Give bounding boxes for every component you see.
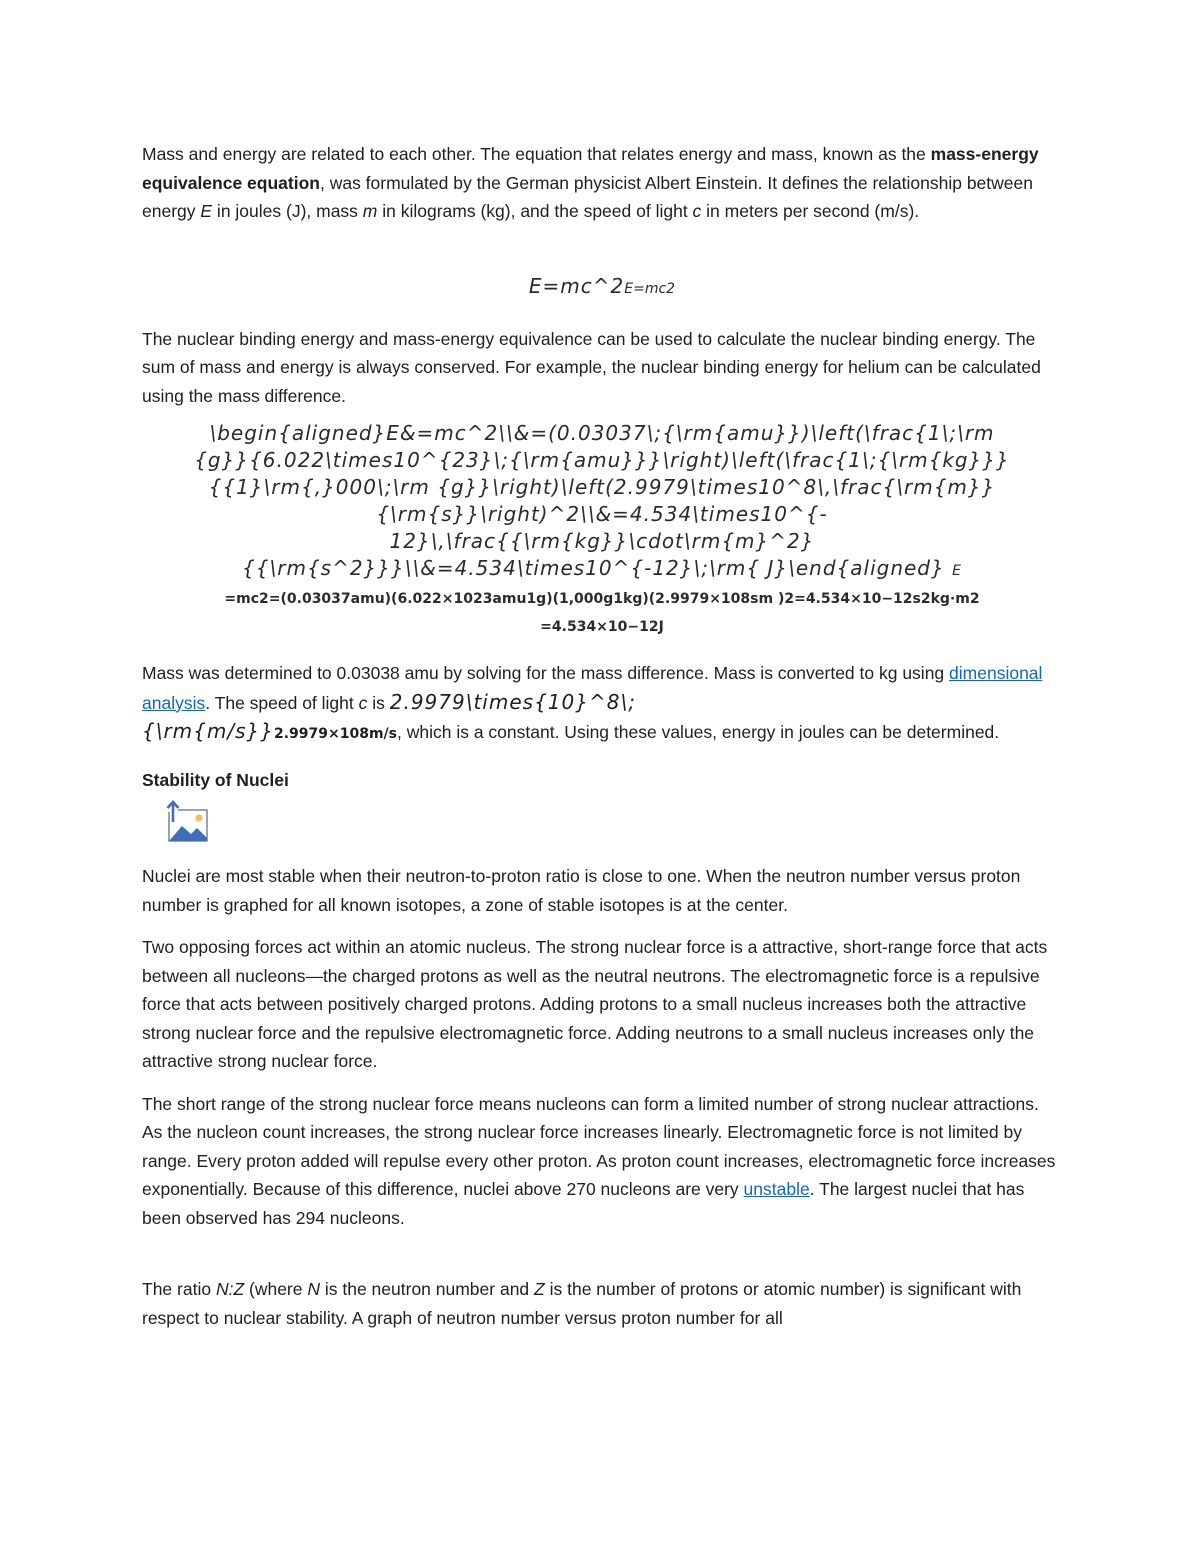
equation-latex-line: {g}}{6.022\times10^{23}\;{\rm{amu}}}\right)\left(\frac{1\;{\rm{kg}}} — [194, 448, 1010, 472]
document-body — [142, 140, 1062, 1332]
equation-rendered: E=mc2 — [624, 280, 676, 297]
equation-latex-line: \begin{aligned}E&=mc^2\\&=(0.03037\;{\rm{amu}})\left(\frac{1\;\rm — [209, 421, 995, 445]
variable-c: c — [692, 201, 702, 221]
link-dimensional-analysis[interactable]: dimensional analysis — [142, 663, 1043, 713]
equation-rendered-line: =4.534×10−12J — [540, 619, 664, 635]
variable-Z: Z — [534, 1279, 545, 1299]
paragraph-strong-force-range — [142, 1090, 1062, 1233]
text-run: The short range of the strong nuclear force means nucleons can form a limited number of strong nuclear attractions. As the nucleon count increases, the strong nuclear force increases linearly. Electromagnetic force is not limited by range. Every proton added will repulse every other proton. As proton count increases, electromagnetic force increases exponentially. Because of this difference, nuclei above 270 nucleons are very — [142, 1093, 1056, 1199]
section-heading-stability: Stability of Nuclei — [142, 769, 289, 790]
paragraph-nz-ratio — [142, 1275, 1062, 1332]
variable-c: c — [358, 692, 368, 713]
equation-latex-source: E=mc^2 — [528, 273, 625, 298]
equation-latex-line: 12}\,\frac{{\rm{kg}}\cdot\rm{m}^2} — [389, 529, 815, 553]
inline-latex: {\rm{m/s}} — [142, 719, 274, 743]
text-run: , which is a constant. Using these values, energy in joules can be determined. — [397, 722, 1000, 742]
bold-term: mass-energy equivalence equation — [142, 144, 1039, 193]
link-unstable[interactable]: unstable — [743, 1179, 810, 1199]
equation-rendered-line: =mc2=(0.03037amu)(6.022×1023amu1g)(1,000g1kg)(2.9979×108sm )2=4.534×10−12s2kg⋅m2 — [224, 591, 980, 607]
paragraph-mass-conversion — [142, 659, 1062, 749]
paragraph-binding-energy: The nuclear binding energy and mass-energy equivalence can be used to calculate the nuclear binding energy. The sum of mass and energy is always conserved. For example, the nuclear binding energy for helium can be calculated using the mass difference. — [142, 328, 1041, 406]
text-run: The ratio — [142, 1279, 216, 1299]
inline-latex: 2.9979\times{10}^8\; — [389, 689, 636, 714]
text-run: in meters per second (m/s). — [701, 201, 920, 221]
equation-binding-energy — [142, 420, 1062, 641]
text-run: (where — [244, 1279, 308, 1299]
equation-tail-variable: E — [952, 563, 962, 579]
equation-latex-line: {\rm{s}}\right)^2\\&=4.534\times10^{- — [376, 502, 828, 526]
variable-E: E — [200, 201, 213, 221]
equation-latex-line: {{1}\rm{,}000\;\rm {g}}\right)\left(2.9979\times10^8\,\frac{\rm{m}} — [208, 475, 996, 499]
text-run: is the neutron number and — [320, 1279, 535, 1299]
paragraph-stable-ratio: Nuclei are most stable when their neutron-to-proton ratio is close to one. When the neutron number versus proton number is graphed for all known isotopes, a zone of stable isotopes is at the center. — [142, 866, 1021, 915]
text-run: . The largest nuclei that has been observed has 294 nucleons. — [142, 1179, 1025, 1228]
variable-ratio: N:Z — [215, 1279, 245, 1299]
image-placeholder-icon — [166, 800, 210, 844]
equation-latex-text: {{\rm{s^2}}}\\&=4.534\times10^{-12}\;\rm{ J}\end{aligned} — [242, 556, 945, 580]
text-run: , was formulated by the German physicist Albert Einstein. It defines the relationship between energy — [142, 172, 1033, 221]
equation-emc2 — [142, 272, 1062, 303]
paragraph-mass-energy — [142, 140, 1062, 226]
text-run: Mass and energy are related to each other. The equation that relates energy and mass, known as the — [142, 144, 931, 164]
text-run: Mass was determined to 0.03038 amu by solving for the mass difference. Mass is converted to kg using — [142, 663, 950, 683]
text-run: is — [367, 692, 390, 713]
text-run: is the number of protons or atomic number) is significant with respect to nuclear stability. A graph of neutron number versus proton number for all — [142, 1279, 1022, 1328]
variable-m: m — [362, 201, 378, 221]
text-run: . The speed of light — [205, 692, 359, 713]
inline-rendered-math: 2.9979×108m/s — [273, 726, 397, 742]
equation-latex-line-last — [142, 555, 1062, 585]
text-run: in kilograms (kg), and the speed of light — [377, 201, 693, 221]
paragraph-opposing-forces: Two opposing forces act within an atomic nucleus. The strong nuclear force is a attractive, short-range force that acts between all nucleons—the charged protons as well as the neutral neutrons. The electromagnetic force is a repulsive force that acts between positively charged protons. Adding protons to a small nucleus increases both the attractive strong nuclear force and the repulsive electromagnetic force. Adding neutrons to a small nucleus increases only the attractive strong nuclear force. — [142, 937, 1048, 1071]
text-run: in joules (J), mass — [212, 201, 363, 221]
variable-N: N — [307, 1279, 320, 1299]
